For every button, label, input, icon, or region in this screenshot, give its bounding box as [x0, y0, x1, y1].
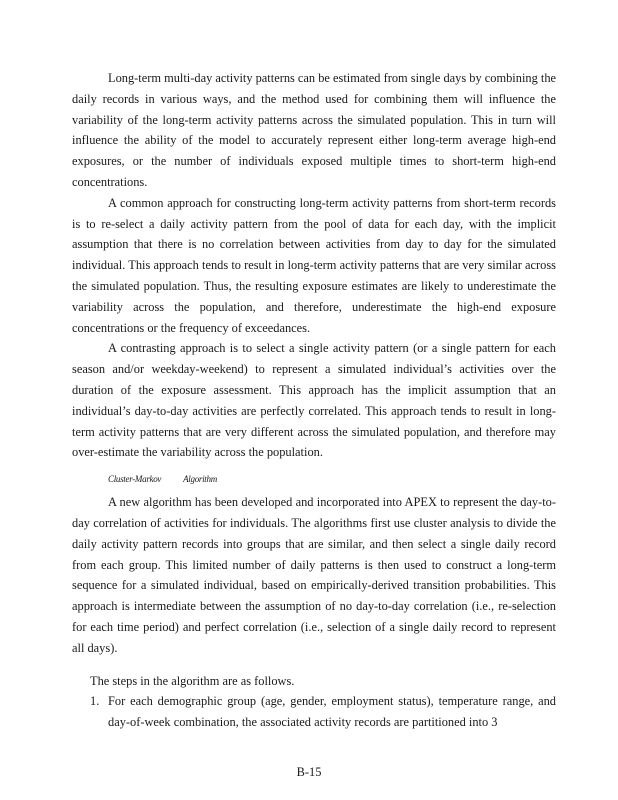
- section-heading-part-1: Cluster-Markov: [108, 474, 162, 485]
- paragraph-1: Long-term multi-day activity patterns can be estimated from single days by combining the daily records in various ways, and the method used for combining them will influence the variability of the long-term activity patterns across the simulated population. This in turn will influence the ability of the model to accurately represent either long-term average high-end exposures, or the number of individuals exposed multiple times to short-term high-end concentrations.: [72, 71, 557, 189]
- steps-intro: The steps in the algorithm are as follows.: [90, 673, 295, 688]
- steps-list: [72, 691, 556, 733]
- document-body: [72, 68, 556, 733]
- page-number: B-15: [296, 765, 322, 779]
- section-heading-part-2: Algorithm: [183, 474, 217, 485]
- list-item: [72, 691, 556, 733]
- list-item-number: 1.: [90, 694, 100, 709]
- algorithm-paragraph: A new algorithm has been developed and incorporated into APEX to represent the day-to-day correlation of activities for individuals. The algorithms first use cluster analysis to divide the daily activity pattern records into groups that are similar, and then select a single daily record from each group. This limited number of daily patterns is then used to construct a long-term sequence for a simulated individual, based on empirically-derived transition probabilities. This approach is intermediate between the assumption of no day-to-day correlation (i.e., re-selection for each time period) and perfect correlation (i.e., selection of a single daily record to represent all days).: [72, 495, 556, 655]
- paragraph-spacer: [72, 659, 556, 671]
- list-item-text: For each demographic group (age, gender, employment status), temperature range, and day-of-week combination, the associated activity records are partitioned into 3: [108, 694, 556, 730]
- paragraph-3: A contrasting approach is to select a single activity pattern (or a single pattern for each season and/or weekday-weekend) to represent a simulated individual’s activities over the duration of the exposure assessment. This approach has the implicit assumption that an individual’s day-to-day activities are perfectly correlated. This approach tends to result in long-term activity patterns that are very different across the simulated population, and therefore may over-estimate the variability across the population.: [72, 341, 556, 460]
- section-heading: [108, 472, 556, 486]
- paragraph-2: A common approach for constructing long-term activity patterns from short-term records is to re-select a daily activity pattern from the pool of data for each day, with the implicit assumption that there is no correlation between activities from day to day for the simulated individual. This approach tends to result in long-term activity patterns that are very similar across the simulated population. Thus, the resulting exposure estimates are likely to underestimate the variability across the population, and therefore, underestimate the high-end exposure concentrations or the frequency of exceedances.: [72, 195, 556, 335]
